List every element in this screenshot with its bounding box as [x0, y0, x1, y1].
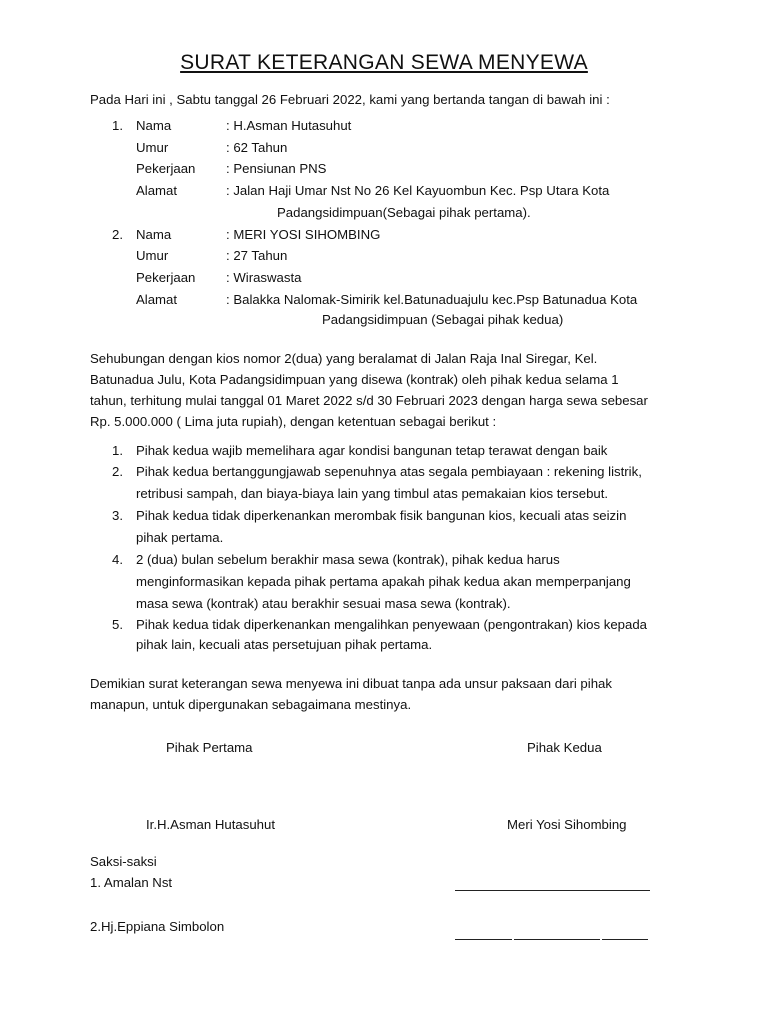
witness-signature-line	[602, 939, 648, 940]
field-label: Alamat	[136, 183, 178, 198]
paragraph-line: Sehubungan dengan kios nomor 2(dua) yang beralamat di Jalan Raja Inal Siregar, Kel.	[90, 351, 598, 366]
address-continuation: Padangsidimpuan (Sebagai pihak kedua)	[322, 312, 564, 327]
second-party-label: Pihak Kedua	[527, 740, 602, 755]
field-label: Nama	[136, 227, 172, 242]
field-label: Nama	[136, 118, 172, 133]
field-value: : H.Asman Hutasuhut	[226, 118, 352, 133]
field-value: : 27 Tahun	[226, 248, 288, 263]
party-row	[0, 183, 768, 204]
intro-text: Pada Hari ini , Sabtu tanggal 26 Februari 2022, kami yang bertanda tangan di bawah ini :	[90, 92, 610, 107]
condition-text: pihak pertama.	[136, 530, 224, 545]
field-value: : Balakka Nalomak-Simirik kel.Batunaduajulu kec.Psp Batunadua Kota	[226, 292, 638, 307]
party-number: 1.	[112, 118, 123, 133]
condition-text: masa sewa (kontrak) atau berakhir sesuai masa sewa (kontrak).	[136, 596, 511, 611]
lease-paragraph	[90, 348, 680, 432]
field-label: Alamat	[136, 292, 178, 307]
condition-number: 5.	[112, 617, 123, 632]
field-value: : 62 Tahun	[226, 140, 288, 155]
party-number: 2.	[112, 227, 123, 242]
witness-name: 2.Hj.Eppiana Simbolon	[90, 919, 225, 934]
second-party-name: Meri Yosi Sihombing	[507, 817, 627, 832]
condition-text: retribusi sampah, dan biaya-biaya lain yang timbul atas pemakaian kios tersebut.	[136, 486, 609, 501]
field-value: : MERI YOSI SIHOMBING	[226, 227, 381, 242]
paragraph-line: Batunadua Julu, Kota Padangsidimpuan yang disewa (kontrak) oleh pihak kedua selama 1	[90, 372, 619, 387]
condition-text: Pihak kedua tidak diperkenankan mengalihkan penyewaan (pengontrakan) kios kepada	[136, 617, 647, 632]
party-row	[0, 270, 768, 291]
field-label: Umur	[136, 248, 169, 263]
field-value: : Jalan Haji Umar Nst No 26 Kel Kayuombun Kec. Psp Utara Kota	[226, 183, 610, 198]
condition-text: Pihak kedua wajib memelihara agar kondisi bangunan tetap terawat dengan baik	[136, 443, 608, 458]
party-row	[0, 248, 768, 269]
party-row	[0, 161, 768, 182]
condition-text: 2 (dua) bulan sebelum berakhir masa sewa (kontrak), pihak kedua harus	[136, 552, 560, 567]
condition-text: Pihak kedua tidak diperkenankan merombak fisik bangunan kios, kecuali atas seizin	[136, 508, 627, 523]
witness-signature-line	[455, 939, 512, 940]
field-value: : Pensiunan PNS	[226, 161, 327, 176]
party-row	[0, 118, 768, 139]
document-title: SURAT KETERANGAN SEWA MENYEWA	[180, 51, 588, 74]
field-label: Pekerjaan	[136, 270, 196, 285]
party-row	[0, 292, 768, 313]
field-label: Pekerjaan	[136, 161, 196, 176]
closing-paragraph	[90, 673, 680, 715]
paragraph-line: Demikian surat keterangan sewa menyewa ini dibuat tanpa ada unsur paksaan dari pihak	[90, 676, 612, 691]
condition-text: menginformasikan kepada pihak pertama apakah pihak kedua akan memperpanjang	[136, 574, 631, 589]
condition-number: 4.	[112, 552, 123, 567]
party-row	[0, 227, 768, 248]
witness-signature-line	[514, 939, 600, 940]
condition-text: Pihak kedua bertanggungjawab sepenuhnya atas segala pembiayaan : rekening listrik,	[136, 464, 642, 479]
field-value: : Wiraswasta	[226, 270, 302, 285]
witnesses-heading: Saksi-saksi	[90, 854, 157, 869]
paragraph-line: manapun, untuk dipergunakan sebagaimana mestinya.	[90, 697, 412, 712]
witness-signature-line	[455, 890, 650, 891]
first-party-name: Ir.H.Asman Hutasuhut	[146, 817, 276, 832]
address-continuation: Padangsidimpuan(Sebagai pihak pertama).	[277, 205, 531, 220]
condition-number: 3.	[112, 508, 123, 523]
field-label: Umur	[136, 140, 169, 155]
witness-name: 1. Amalan Nst	[90, 875, 173, 890]
condition-number: 2.	[112, 464, 123, 479]
condition-text: pihak lain, kecuali atas persetujuan pihak pertama.	[136, 637, 433, 652]
first-party-label: Pihak Pertama	[166, 740, 253, 755]
paragraph-line: tahun, terhitung mulai tanggal 01 Maret 2022 s/d 30 Februari 2023 dengan harga sewa sebesar	[90, 393, 648, 408]
party-row	[0, 140, 768, 161]
paragraph-line: Rp. 5.000.000 ( Lima juta rupiah), dengan ketentuan sebagai berikut :	[90, 414, 497, 429]
condition-number: 1.	[112, 443, 123, 458]
